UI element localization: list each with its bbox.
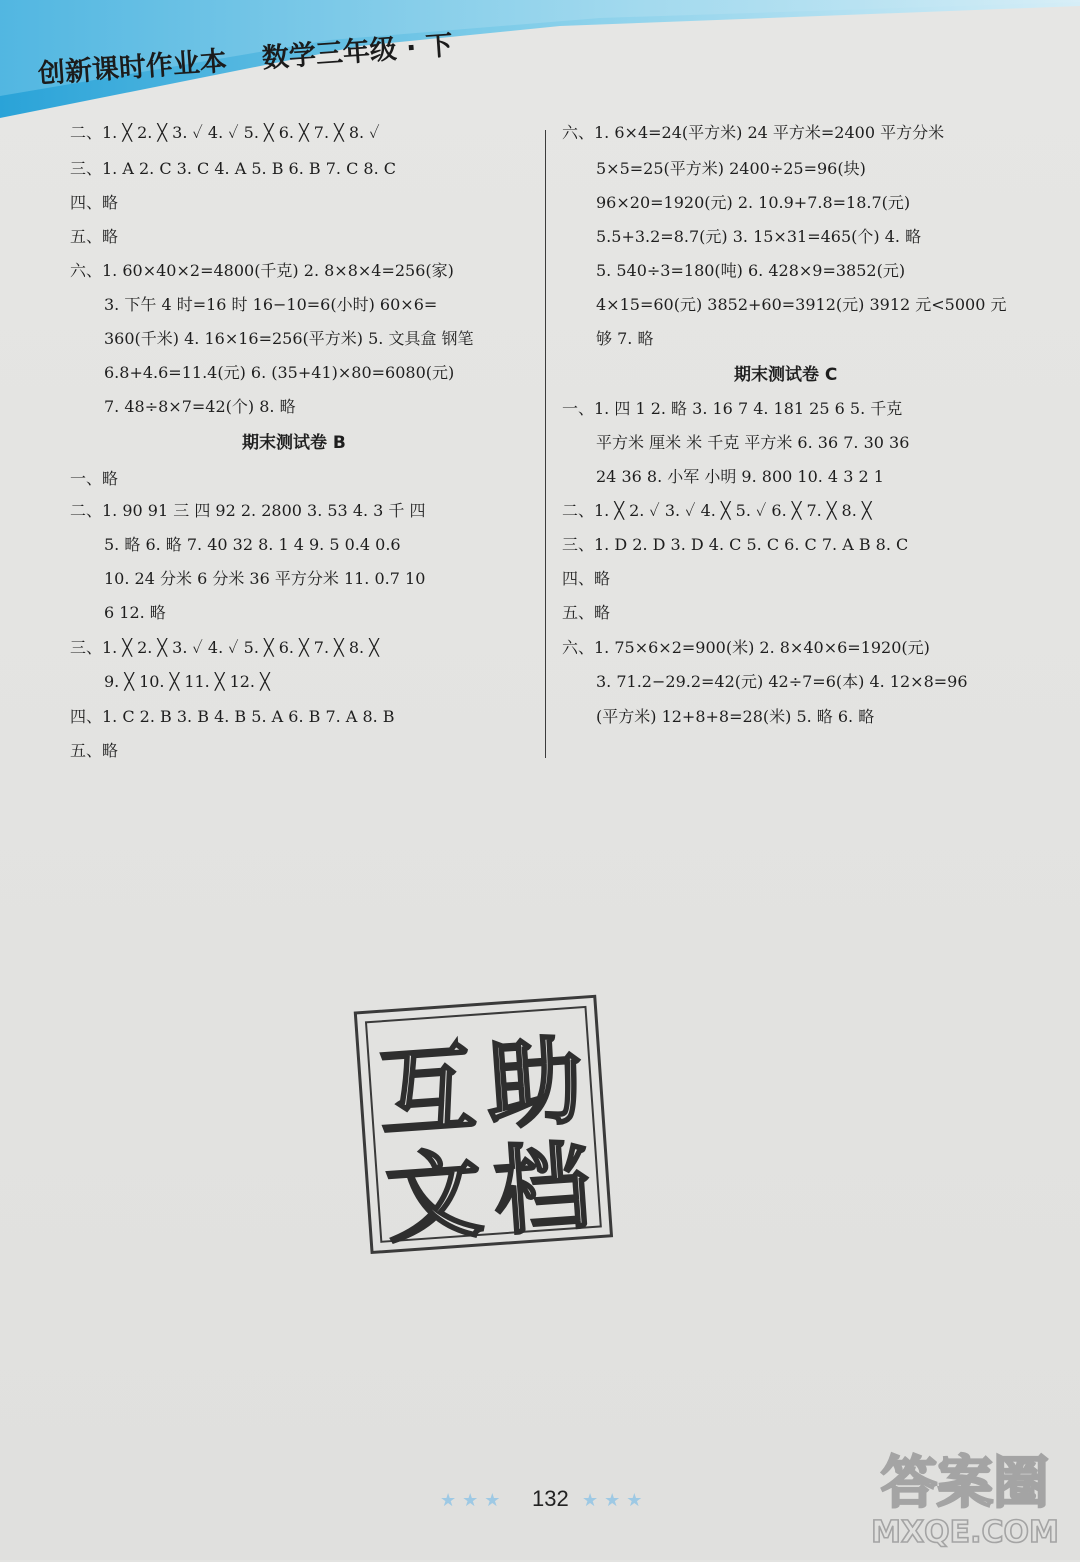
answer-line: 5. 略 6. 略 7. 40 32 8. 1 4 9. 5 0.4 0.6: [104, 535, 401, 554]
star-decoration-right: ★★★: [582, 1490, 649, 1511]
answer-line: 6.8+4.6=11.4(元) 6. (35+41)×80=6080(元): [104, 363, 455, 382]
answer-line: 4×15=60(元) 3852+60=3912(元) 3912 元<5000 元: [596, 295, 1007, 314]
answer-line: 7. 48÷8×7=42(个) 8. 略: [104, 397, 296, 416]
stamp-seal: [349, 990, 639, 1562]
answer-line: 四、略: [562, 569, 611, 588]
answer-line: 24 36 8. 小军 小明 9. 800 10. 4 3 2 1: [596, 467, 884, 486]
stamp-char: 互: [375, 1032, 479, 1151]
answer-line: 6 12. 略: [104, 603, 166, 622]
page-number: 132: [532, 1486, 569, 1511]
svg-text:答案圈: 答案圈: [881, 1451, 1049, 1516]
section-title-c: 期末测试卷 C: [734, 365, 838, 385]
watermark-graphic: [860, 1432, 1070, 1552]
answer-line: 四、略: [70, 193, 119, 212]
answer-line: 三、1. D 2. D 3. D 4. C 5. C 6. C 7. A B 8. C: [562, 535, 909, 554]
answer-line: 96×20=1920(元) 2. 10.9+7.8=18.7(元): [596, 193, 911, 212]
subject-grade: 数学三年级 · 下: [260, 30, 454, 75]
column-divider: [545, 130, 546, 758]
answer-line: 二、1. ╳ 2. ╳ 3. ✓ 4. ✓ 5. ╳ 6. ╳ 7. ╳ 8. ✓: [70, 123, 380, 142]
svg-text:MXQE.COM: MXQE.COM: [871, 1515, 1059, 1550]
answer-line: 三、1. A 2. C 3. C 4. A 5. B 6. B 7. C 8. C: [70, 159, 397, 178]
answer-line: 5.5+3.2=8.7(元) 3. 15×31=465(个) 4. 略: [596, 227, 922, 246]
stamp-char: 档: [490, 1130, 594, 1249]
watermark-logo: [860, 1432, 1070, 1552]
answer-line: 六、1. 60×40×2=4800(千克) 2. 8×8×4=256(家): [70, 261, 454, 280]
answer-line: 9. ╳ 10. ╳ 11. ╳ 12. ╳: [104, 672, 270, 691]
answer-line: 五、略: [70, 227, 119, 246]
answer-line: (平方米) 12+8+8=28(米) 5. 略 6. 略: [596, 707, 875, 726]
section-title-b: 期末测试卷 B: [242, 433, 346, 453]
answer-line: 三、1. ╳ 2. ╳ 3. ✓ 4. ✓ 5. ╳ 6. ╳ 7. ╳ 8. ╳: [70, 638, 379, 657]
book-title: 创新课时作业本: [37, 45, 228, 90]
answer-line: 四、1. C 2. B 3. B 4. B 5. A 6. B 7. A 8. B: [70, 707, 395, 726]
answer-line: 二、1. ╳ 2. ✓ 3. ✓ 4. ╳ 5. ✓ 6. ╳ 7. ╳ 8. ╳: [562, 501, 872, 520]
answer-line: 够 7. 略: [596, 329, 654, 348]
answer-line: 六、1. 6×4=24(平方米) 24 平方米=2400 平方分米: [562, 123, 945, 142]
answer-line: 360(千米) 4. 16×16=256(平方米) 5. 文具盒 钢笔: [104, 329, 474, 348]
stamp-graphic: [349, 990, 619, 1267]
answer-line: 二、1. 90 91 三 四 92 2. 2800 3. 53 4. 3 千 四: [70, 501, 426, 520]
stamp-char: 助: [482, 1024, 587, 1143]
star-decoration-left: ★★★: [440, 1490, 507, 1511]
answer-line: 一、略: [70, 469, 119, 488]
answer-line: 5×5=25(平方米) 2400÷25=96(块): [596, 159, 866, 178]
answer-line: 平方米 厘米 米 千克 平方米 6. 36 7. 30 36: [596, 433, 910, 452]
answer-line: 五、略: [562, 603, 611, 622]
answer-line: 一、1. 四 1 2. 略 3. 16 7 4. 181 25 6 5. 千克: [562, 399, 903, 418]
answer-line: 5. 540÷3=180(吨) 6. 428×9=3852(元): [596, 261, 906, 280]
answer-line: 五、略: [70, 741, 119, 760]
stamp-char: 文: [382, 1137, 487, 1257]
answer-line: 3. 下午 4 时=16 时 16−10=6(小时) 60×6=: [104, 295, 438, 314]
answer-line: 六、1. 75×6×2=900(米) 2. 8×40×6=1920(元): [562, 638, 930, 657]
answer-line: 3. 71.2−29.2=42(元) 42÷7=6(本) 4. 12×8=96: [596, 672, 968, 691]
answer-line: 10. 24 分米 6 分米 36 平方分米 11. 0.7 10: [104, 569, 426, 588]
